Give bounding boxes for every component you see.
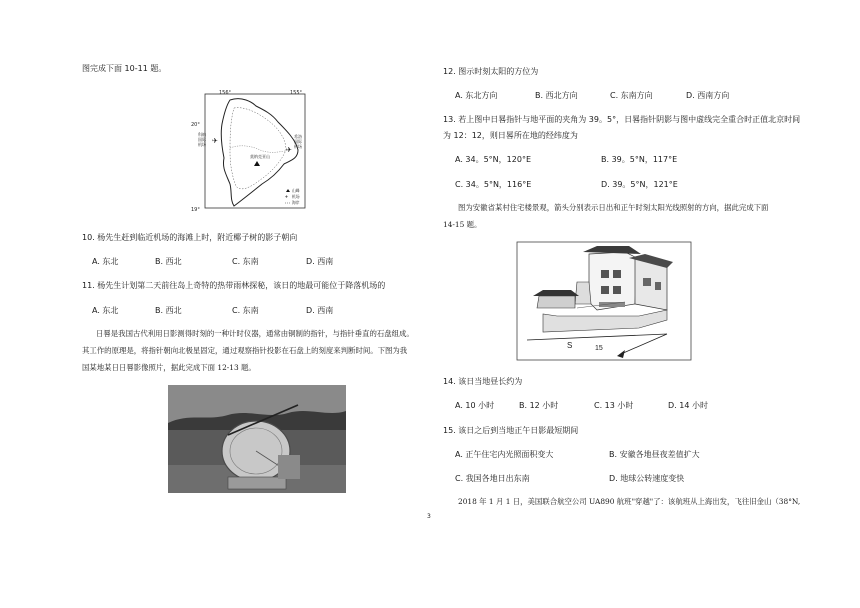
q11-option-c: C. 东南 [232, 306, 259, 315]
airport-right-1: 希洛 [294, 134, 302, 139]
q12-option-a: A. 东北方向 [455, 91, 498, 100]
q10-option-d: D. 西南 [306, 257, 334, 266]
q15-stem: 15. 该日之后到当地正午日影最短期间 [443, 426, 579, 435]
airplane-icon-right: ✈ [286, 146, 292, 154]
q12-option-d: D. 西南方向 [686, 91, 730, 100]
q10-option-a: A. 东北 [92, 257, 119, 266]
airport-left-3: 机场 [198, 142, 206, 147]
q13-stem-line1: 13. 若上图中日晷指针与地平面的夹角为 39。5°，日晷指针阴影与图中虚线完全重合时正值北京时间 [443, 115, 801, 124]
q11-option-a: A. 东北 [92, 306, 119, 315]
sundial-photo [168, 385, 346, 493]
airport-left-2: 国际 [198, 137, 206, 142]
q13-option-b: B. 39。5°N，117°E [601, 155, 678, 164]
q13-stem-line2: 为 12：12，则日晷所在地的经纬度为 [443, 131, 578, 140]
intro-q14-15-line1: 图为安徽省某村住宅楼景观，箭头分别表示日出和正午时刻太阳光线照射的方向，据此完成下面 [458, 203, 769, 212]
q12-option-b: B. 西北方向 [535, 91, 578, 100]
intro-q14-15-line2: 14-15 题。 [443, 220, 482, 229]
q14-option-c: C. 13 小时 [594, 401, 634, 410]
lat-label-1: 20° [191, 122, 200, 128]
svg-text:山峰: 山峰 [292, 188, 300, 193]
lon-label-2: 155° [290, 90, 303, 96]
intro-q10-11: 图完成下面 10-11 题。 [82, 64, 167, 73]
house-label-s: S [567, 341, 573, 350]
final-paragraph: 2018 年 1 月 1 日，美国联合航空公司 UA890 航班"穿越"了：该航班从上海出发，飞往旧金山（38°N, [458, 497, 801, 506]
q13-option-a: A. 34。5°N，120°E [455, 155, 531, 164]
page-number: 3 [427, 513, 431, 520]
svg-text:机场: 机场 [292, 194, 300, 199]
intro-q12-13-line1: 日晷是我国古代利用日影测得时刻的一种计时仪器，通常由铜制的指针，与指针垂直的石盘组成。 [96, 329, 414, 338]
island-map [191, 88, 310, 213]
intro-q12-13-line2: 其工作的原理是，将指针朝向北极星固定，通过观察指针投影在石盘上的刻度来判断时间。下图为我 [82, 346, 408, 355]
intro-q12-13-line3: 国某地某日日晷影像照片，据此完成下面 12-13 题。 [82, 363, 256, 372]
q14-option-d: D. 14 小时 [668, 401, 708, 410]
q10-option-b: B. 西北 [155, 257, 182, 266]
q10-stem: 10. 杨先生赶到临近机场的海滩上时，附近椰子树的影子朝向 [82, 233, 298, 242]
q11-option-b: B. 西北 [155, 306, 182, 315]
q12-stem: 12. 图示时刻太阳的方位为 [443, 67, 539, 76]
q15-option-a: A. 正午住宅内光照面积变大 [455, 450, 554, 459]
lat-label-2: 19° [191, 207, 200, 213]
q13-option-d: D. 39。5°N，121°E [601, 180, 678, 189]
q11-option-d: D. 西南 [306, 306, 334, 315]
mountain-label: 莫纳克亚山 [250, 154, 270, 159]
airport-right-2: 国际 [294, 139, 302, 144]
q10-option-c: C. 东南 [232, 257, 259, 266]
house-figure [517, 242, 691, 360]
house-label-15: 15 [595, 345, 603, 352]
q11-stem: 11. 杨先生计划第二天前往岛上奇特的热带雨林探秘，该日的地最可能位于降落机场的 [82, 281, 386, 290]
q14-option-a: A. 10 小时 [455, 401, 495, 410]
svg-text:海岸: 海岸 [292, 200, 300, 205]
svg-text:✈: ✈ [285, 194, 289, 199]
q13-option-c: C. 34。5°N，116°E [455, 180, 532, 189]
q15-option-d: D. 地球公转速度变快 [609, 474, 685, 483]
q15-option-b: B. 安徽各地昼夜差值扩大 [609, 450, 700, 459]
q14-stem: 14. 该日当地昼长约为 [443, 377, 523, 386]
airport-right-3: 机场 [294, 144, 302, 149]
airplane-icon-left: ✈ [212, 137, 218, 145]
q15-option-c: C. 我国各地日出东南 [455, 474, 530, 483]
airport-left-1: 科纳 [198, 132, 206, 137]
q14-option-b: B. 12 小时 [519, 401, 559, 410]
lon-label-1: 156° [219, 90, 232, 96]
q12-option-c: C. 东南方向 [610, 91, 653, 100]
